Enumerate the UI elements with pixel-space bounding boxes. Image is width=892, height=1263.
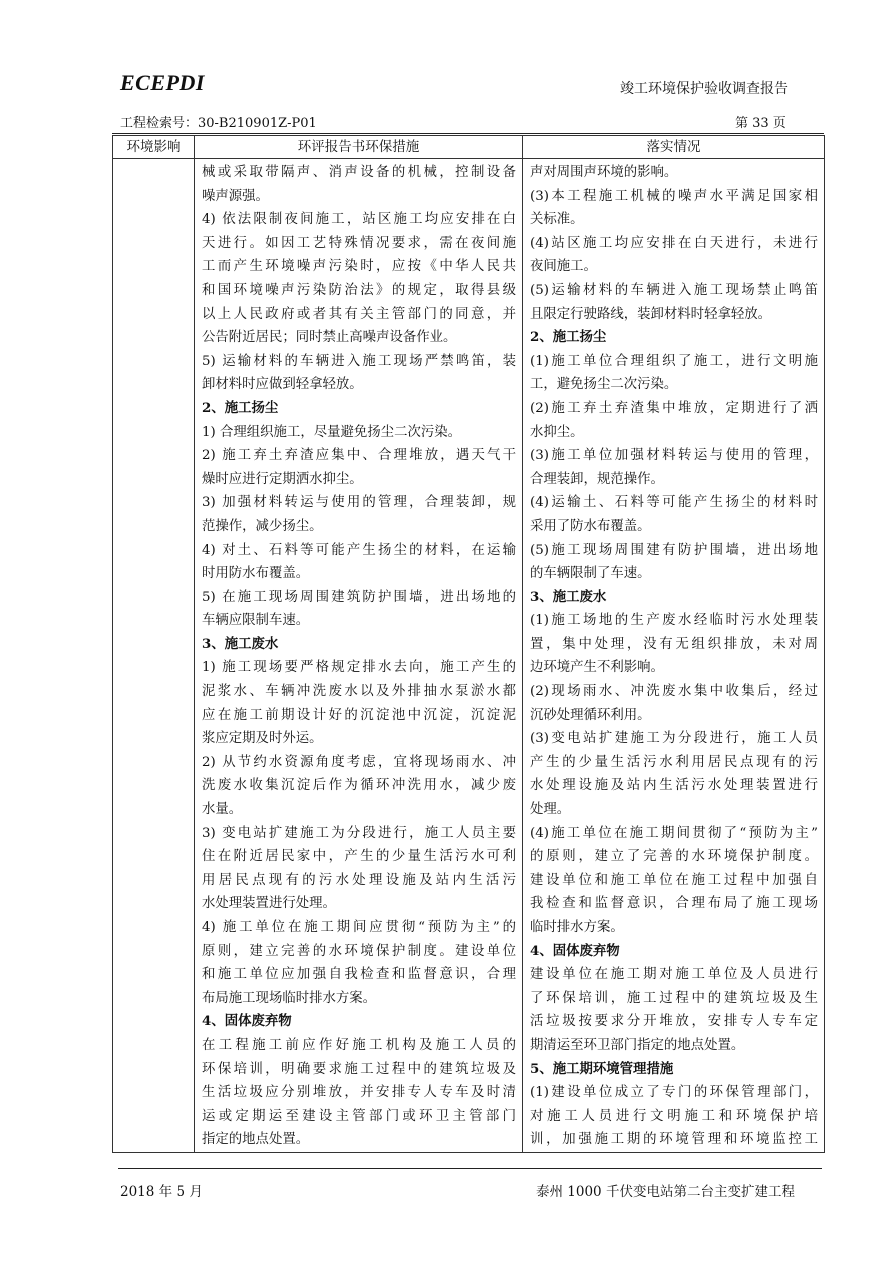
- text-line: 3) 变电站扩建施工为分段进行，施工人员主要: [202, 825, 516, 841]
- header-divider: [112, 133, 824, 134]
- text-line: 洗废水收集沉淀后作为循环冲洗用水，减少废: [202, 778, 516, 794]
- text-line: 布局施工现场临时排水方案。: [202, 990, 377, 1006]
- text-line: (3)施工单位加强材料转运与使用的管理，: [530, 448, 818, 464]
- eia-measures-cell: [195, 159, 523, 1153]
- text-line: 的车辆限制了车速。: [530, 566, 651, 582]
- text-line: (2)现场雨水、冲洗废水集中收集后，经过: [530, 684, 818, 700]
- text-line: (5)运输材料的车辆进入施工现场禁止鸣笛: [530, 282, 818, 298]
- implementation-cell: [523, 159, 825, 1153]
- text-line: 水抑尘。: [530, 424, 584, 440]
- text-line: 水处理设施及站内生活污水处理装置进行: [530, 778, 818, 794]
- text-line: 置，集中处理，没有无组织排放，未对周: [530, 636, 818, 652]
- text-line: 采用了防水布覆盖。: [530, 518, 651, 534]
- text-line: 工，避免扬尘二次污染。: [530, 377, 678, 393]
- text-line: 天进行。如因工艺特殊情况要求，需在夜间施: [202, 235, 516, 251]
- text-line: 处理。: [530, 802, 571, 818]
- text-line: 浆应定期及时外运。: [202, 731, 323, 747]
- section-heading: 3、施工废水: [202, 635, 279, 652]
- text-line: 以上人民政府或者其有关主管部门的同意，并: [202, 306, 516, 322]
- text-line: 且限定行驶路线，装卸材料时轻拿轻放。: [530, 306, 772, 322]
- text-line: (4)运输土、石料等可能产生扬尘的材料时: [530, 495, 818, 511]
- text-line: 期清运至环卫部门指定的地点处置。: [530, 1037, 745, 1053]
- text-line: 关标准。: [530, 212, 584, 228]
- page-number: 第 33 页: [735, 116, 786, 131]
- text-line: (1)建设单位成立了专门的环保管理部门，: [530, 1085, 818, 1101]
- text-line: 水量。: [202, 802, 243, 818]
- text-line: 在工程施工前应作好施工机构及施工人员的: [202, 1037, 516, 1053]
- section-heading: 5、施工期环境管理措施: [530, 1060, 674, 1077]
- text-line: 泥浆水、车辆冲洗废水以及外排抽水泵淤水都: [202, 684, 516, 700]
- text-line: (2)施工弃土弃渣集中堆放，定期进行了洒: [530, 400, 818, 416]
- text-line: 4) 施工单位在施工期间应贯彻“预防为主”的: [202, 920, 516, 935]
- section-heading: 3、施工废水: [530, 588, 607, 605]
- text-line: 械或采取带隔声、消声设备的机械，控制设备: [202, 165, 516, 180]
- text-line: 5) 在施工现场周围建筑防护围墙，进出场地的: [202, 589, 516, 605]
- text-line: 2) 施工弃土弃渣应集中、合理堆放，遇天气干: [202, 448, 516, 464]
- text-line: 建设单位和施工单位在施工过程中加强自: [530, 872, 818, 888]
- report-title: 竣工环境保护验收调查报告: [620, 81, 788, 97]
- text-line: 1) 合理组织施工，尽量避免扬尘二次污染。: [202, 424, 462, 440]
- measures-table: [112, 135, 825, 1153]
- text-line: (3)变电站扩建施工为分段进行，施工人员: [530, 731, 818, 747]
- text-line: 公告附近居民；同时禁止高噪声设备作业。: [202, 330, 457, 346]
- text-line: 环保培训，明确要求施工过程中的建筑垃圾及: [202, 1061, 516, 1077]
- text-line: 噪声源强。: [202, 188, 269, 204]
- text-line: 声对周围声环境的影响。: [530, 165, 678, 180]
- implementation-text: [523, 159, 824, 1152]
- text-line: 合理装卸，规范操作。: [530, 471, 664, 487]
- text-line: 住在附近居民家中，产生的少量生活污水可利: [202, 849, 516, 865]
- text-line: (5)施工现场周围建有防护围墙，进出场地: [530, 542, 818, 558]
- text-line: (4)施工单位在施工期间贯彻了“预防为主”: [530, 825, 818, 841]
- project-number: 工程检索号：30-B210901Z-P01: [120, 116, 317, 131]
- text-line: 的原则，建立了完善的水环境保护制度。: [530, 849, 818, 865]
- text-line: (4)站区施工均应安排在白天进行，未进行: [530, 235, 818, 251]
- text-line: 产生的少量生活污水利用居民点现有的污: [530, 754, 818, 770]
- text-line: (1)施工单位合理组织了施工，进行文明施: [530, 353, 818, 369]
- text-line: 训，加强施工期的环境管理和环境监控工: [530, 1132, 818, 1148]
- text-line: 建设单位在施工期对施工单位及人员进行: [530, 967, 818, 983]
- footer-date: 2018 年 5 月: [120, 1184, 203, 1200]
- text-line: 4) 对土、石料等可能产生扬尘的材料，在运输: [202, 542, 516, 558]
- text-line: 4) 依法限制夜间施工，站区施工均应安排在白: [202, 212, 516, 228]
- section-heading: 4、固体废弃物: [202, 1013, 292, 1030]
- text-line: 沉砂处理循环利用。: [530, 707, 651, 723]
- text-line: 燥时应进行定期洒水抑尘。: [202, 471, 363, 487]
- text-line: 5) 运输材料的车辆进入施工现场严禁鸣笛，装: [202, 353, 516, 369]
- text-line: 1) 施工现场要严格规定排水去向，施工产生的: [202, 660, 516, 676]
- text-line: (3)本工程施工机械的噪声水平满足国家相: [530, 188, 818, 204]
- text-line: 2) 从节约水资源角度考虑，宜将现场雨水、冲: [202, 754, 516, 770]
- text-line: 活垃圾按要求分开堆放，安排专人专车定: [530, 1014, 818, 1030]
- section-heading: 2、施工扬尘: [202, 399, 279, 416]
- env-impact-cell: [113, 159, 195, 1153]
- text-line: 原则，建立完善的水环境保护制度。建设单位: [202, 943, 516, 959]
- text-line: 对施工人员进行文明施工和环境保护培: [530, 1108, 818, 1124]
- header-implementation: 落实情况: [523, 136, 825, 159]
- header-env-impact: 环境影响: [113, 136, 195, 159]
- text-line: 了环保培训，施工过程中的建筑垃圾及生: [530, 990, 818, 1006]
- text-line: 边环境产生不利影响。: [530, 660, 664, 676]
- text-line: 临时排水方案。: [530, 920, 624, 935]
- text-line: 生活垃圾应分别堆放，并安排专人专车及时清: [202, 1085, 516, 1101]
- table-header-row: [113, 136, 825, 159]
- text-line: 我检查和监督意识，合理布局了施工现场: [530, 896, 818, 912]
- text-line: 夜间施工。: [530, 259, 597, 275]
- text-line: 和施工单位应加强自我检查和监督意识，合理: [202, 967, 516, 983]
- footer-divider: [118, 1168, 822, 1169]
- text-line: 工而产生环境噪声污染时，应按《中华人民共: [202, 259, 516, 275]
- text-line: 3) 加强材料转运与使用的管理，合理装卸，规: [202, 495, 516, 511]
- text-line: 和国环境噪声污染防治法》的规定，取得县级: [202, 282, 516, 298]
- footer-project-name: 泰州 1000 千伏变电站第二台主变扩建工程: [536, 1184, 795, 1200]
- header-eia-measures: 环评报告书环保措施: [195, 136, 523, 159]
- text-line: 水处理装置进行处理。: [202, 896, 336, 912]
- text-line: 卸材料时应做到轻拿轻放。: [202, 377, 363, 393]
- text-line: 指定的地点处置。: [202, 1132, 310, 1148]
- table-row: [113, 159, 825, 1153]
- text-line: 车辆应限制车速。: [202, 613, 310, 629]
- company-logo: ECEPDI: [120, 70, 205, 95]
- section-heading: 4、固体废弃物: [530, 942, 620, 959]
- text-line: 用居民点现有的污水处理设施及站内生活污: [202, 872, 516, 888]
- text-line: 范操作，减少扬尘。: [202, 518, 323, 534]
- text-line: 时用防水布覆盖。: [202, 566, 310, 582]
- eia-measures-text: [195, 159, 522, 1152]
- text-line: 应在施工前期设计好的沉淀池中沉淀，沉淀泥: [202, 707, 516, 723]
- text-line: (1)施工场地的生产废水经临时污水处理装: [530, 613, 818, 629]
- section-heading: 2、施工扬尘: [530, 329, 607, 346]
- text-line: 运或定期运至建设主管部门或环卫主管部门: [202, 1108, 516, 1124]
